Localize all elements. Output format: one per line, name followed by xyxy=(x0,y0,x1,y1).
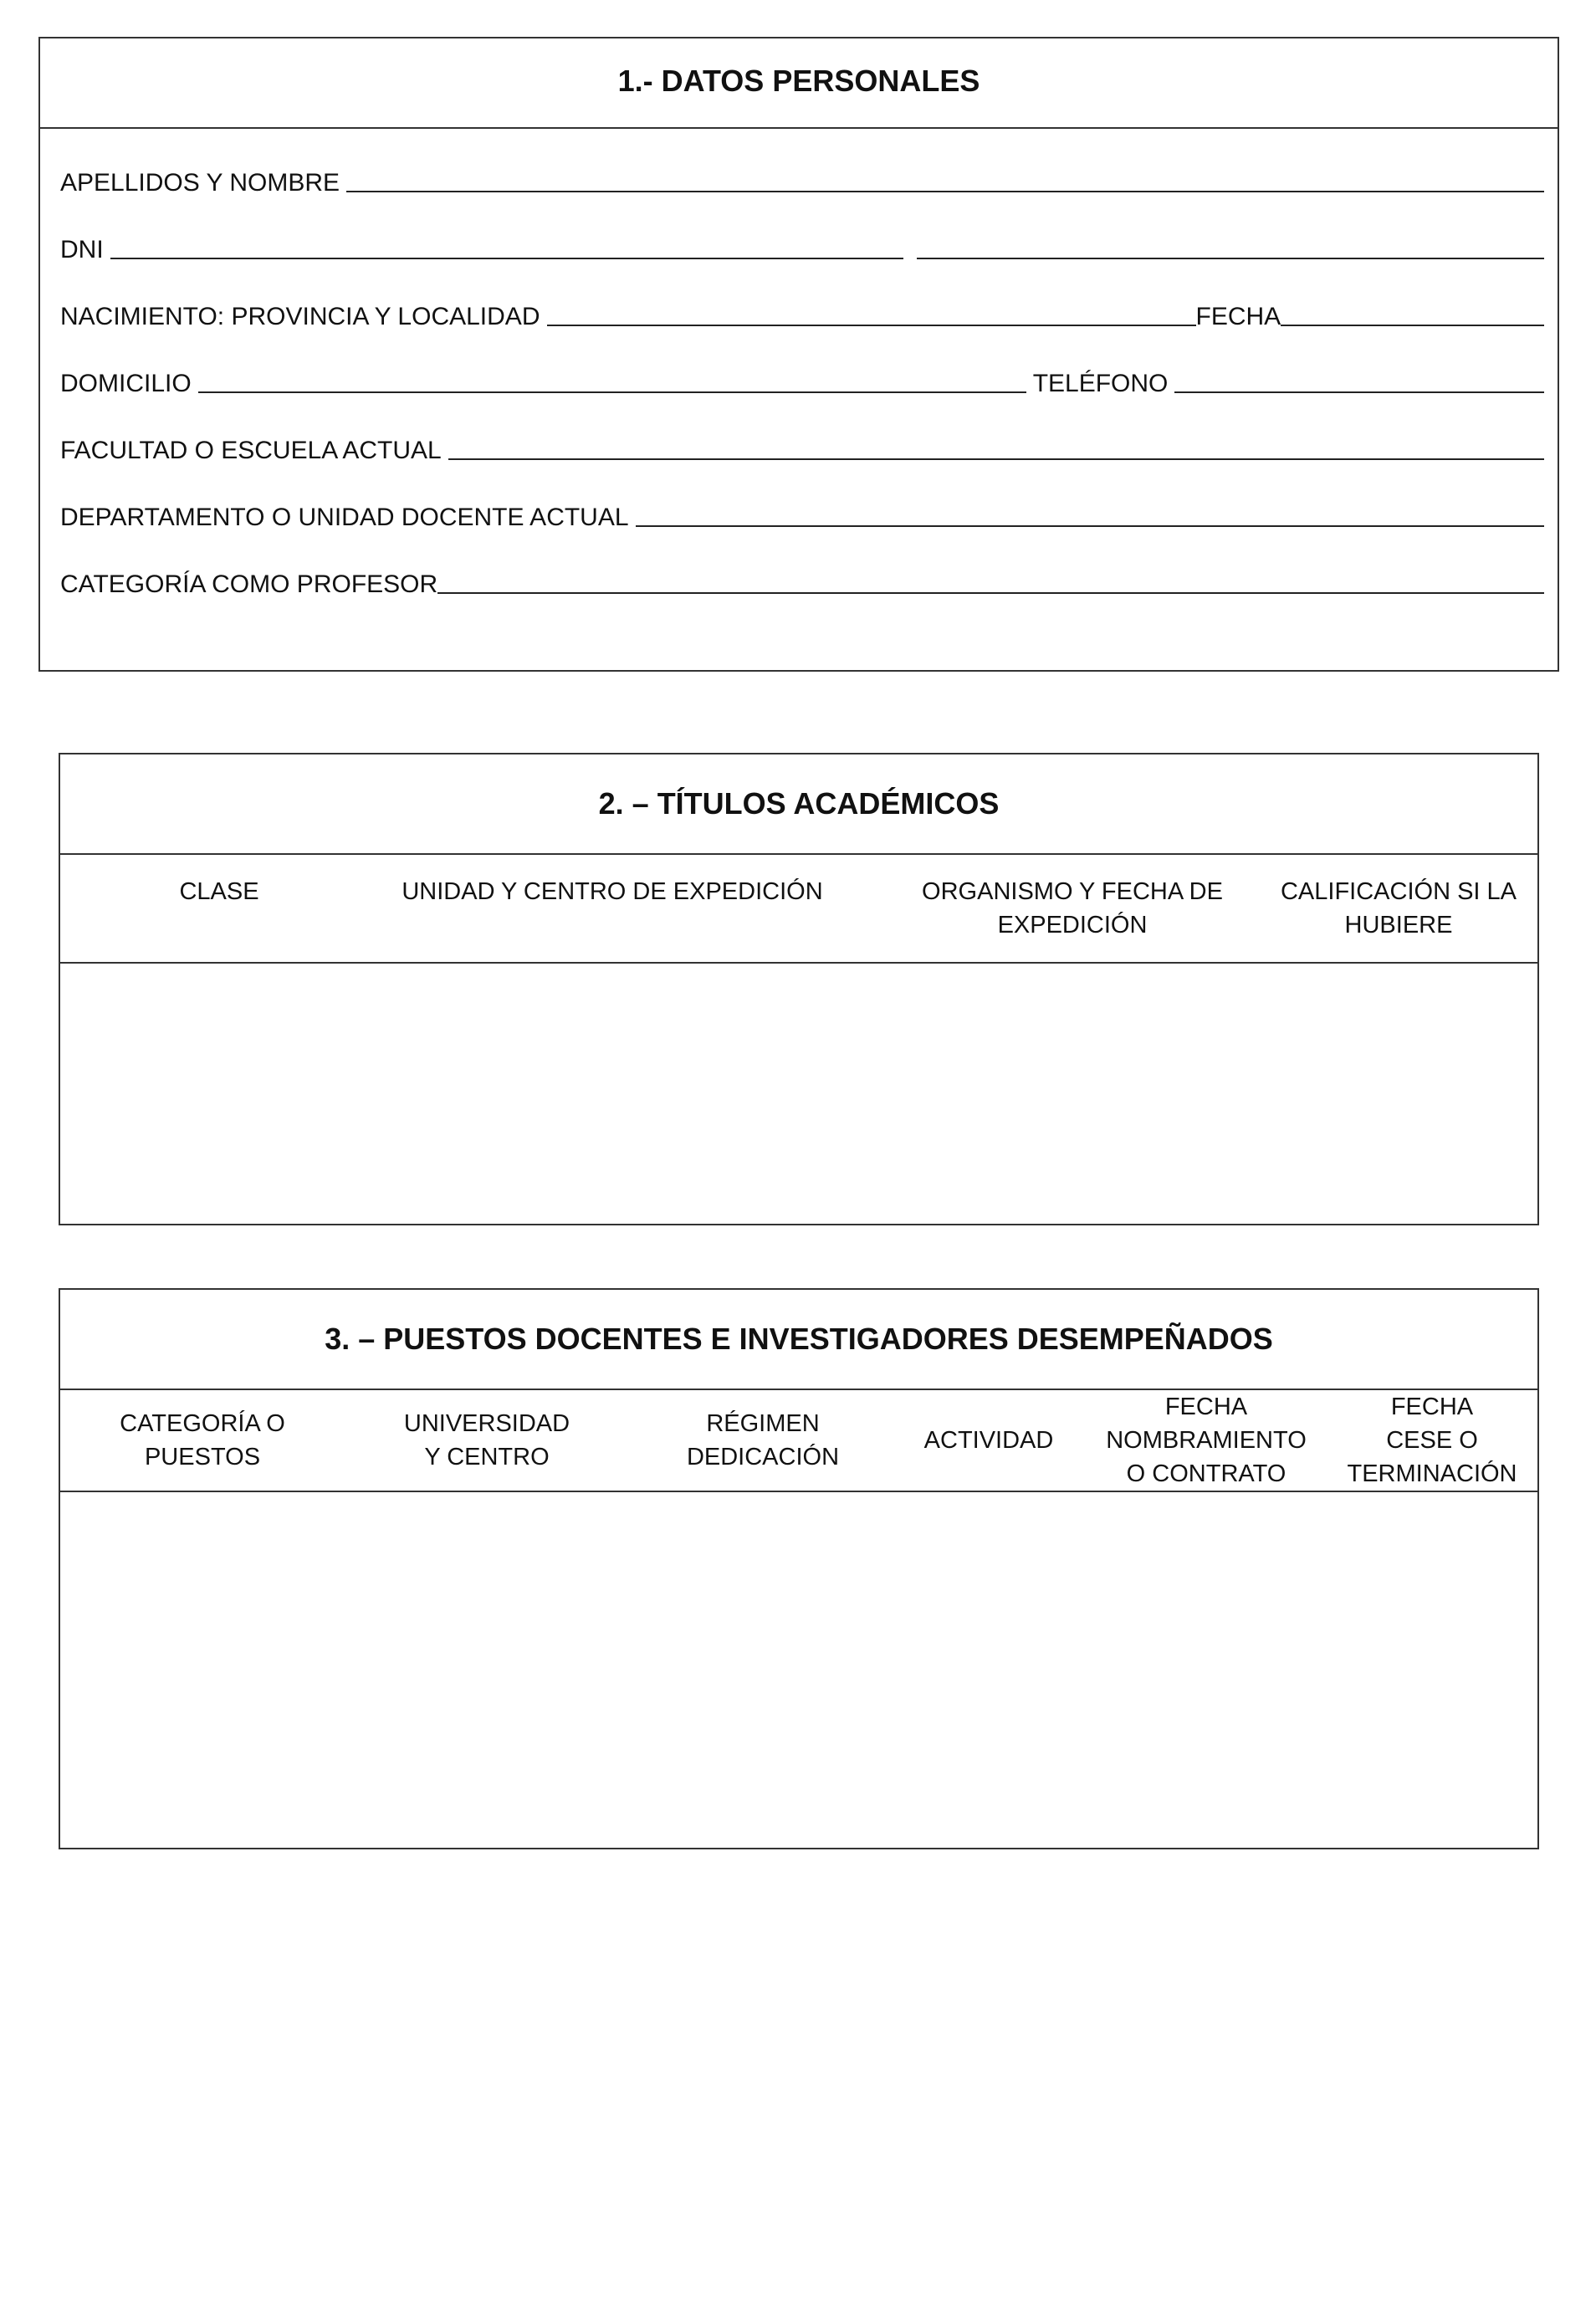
dni-extra-input-line[interactable] xyxy=(917,257,1544,259)
column-header-unidad-centro: UNIDAD Y CENTRO DE EXPEDICIÓN xyxy=(402,878,823,905)
categoria-input-line[interactable] xyxy=(437,591,1544,594)
column-header-actividad: ACTIVIDAD xyxy=(923,1427,1054,1454)
datos-personales-section xyxy=(38,37,1559,672)
column-header-fecha-nombramiento: FECHA NOMBRAMIENTO O CONTRATO xyxy=(1106,1394,1307,1487)
column-header-clase: CLASE xyxy=(179,878,259,905)
column-header-universidad-centro: UNIVERSIDAD Y CENTRO xyxy=(403,1410,570,1470)
apellidos-field[interactable] xyxy=(60,164,1544,197)
categoria-field[interactable] xyxy=(60,565,1544,599)
facultad-input-line[interactable] xyxy=(448,458,1544,460)
titulos-academicos-section xyxy=(59,753,1539,1225)
departamento-input-line[interactable] xyxy=(636,524,1544,527)
section-title: 2. – TÍTULOS ACADÉMICOS xyxy=(598,786,1000,821)
column-header-calificacion: CALIFICACIÓN SI LA HUBIERE xyxy=(1280,878,1517,939)
fecha-input-line[interactable] xyxy=(1281,324,1544,326)
domicilio-field[interactable] xyxy=(60,365,1544,398)
column-header-categoria-puestos: CATEGORÍA O PUESTOS xyxy=(120,1410,285,1470)
column-header-regimen-dedicacion: RÉGIMEN DEDICACIÓN xyxy=(686,1410,840,1470)
nacimiento-label: NACIMIENTO: PROVINCIA Y LOCALIDAD xyxy=(60,303,540,330)
column-header-organismo-fecha: ORGANISMO Y FECHA DE EXPEDICIÓN xyxy=(922,878,1223,939)
dni-label: DNI xyxy=(60,236,104,263)
divider xyxy=(40,127,1558,129)
dni-input-line[interactable] xyxy=(110,257,903,259)
titulos-entry-area[interactable] xyxy=(60,964,1537,1224)
categoria-label: CATEGORÍA COMO PROFESOR xyxy=(60,570,438,598)
domicilio-label: DOMICILIO xyxy=(60,370,192,397)
column-header-fecha-cese: FECHA CESE O TERMINACIÓN xyxy=(1347,1394,1517,1487)
telefono-label: TELÉFONO xyxy=(1032,370,1169,397)
divider xyxy=(60,853,1537,855)
fecha-label: FECHA xyxy=(1195,303,1281,330)
departamento-field[interactable] xyxy=(60,499,1544,532)
puestos-docentes-section xyxy=(59,1288,1539,1849)
section-title: 1.- DATOS PERSONALES xyxy=(617,64,980,98)
section-title: 3. – PUESTOS DOCENTES E INVESTIGADORES DESEMPEÑADOS xyxy=(325,1322,1273,1356)
domicilio-input-line[interactable] xyxy=(198,391,1026,393)
nacimiento-input-line[interactable] xyxy=(547,324,1196,326)
facultad-label: FACULTAD O ESCUELA ACTUAL xyxy=(60,437,442,464)
apellidos-label: APELLIDOS Y NOMBRE xyxy=(60,169,340,197)
telefono-input-line[interactable] xyxy=(1174,391,1544,393)
apellidos-input-line[interactable] xyxy=(346,190,1544,192)
dni-field[interactable] xyxy=(60,231,1544,264)
departamento-label: DEPARTAMENTO O UNIDAD DOCENTE ACTUAL xyxy=(60,504,629,531)
nacimiento-field[interactable] xyxy=(60,298,1544,331)
facultad-field[interactable] xyxy=(60,432,1544,465)
puestos-entry-area[interactable] xyxy=(60,1492,1537,1848)
